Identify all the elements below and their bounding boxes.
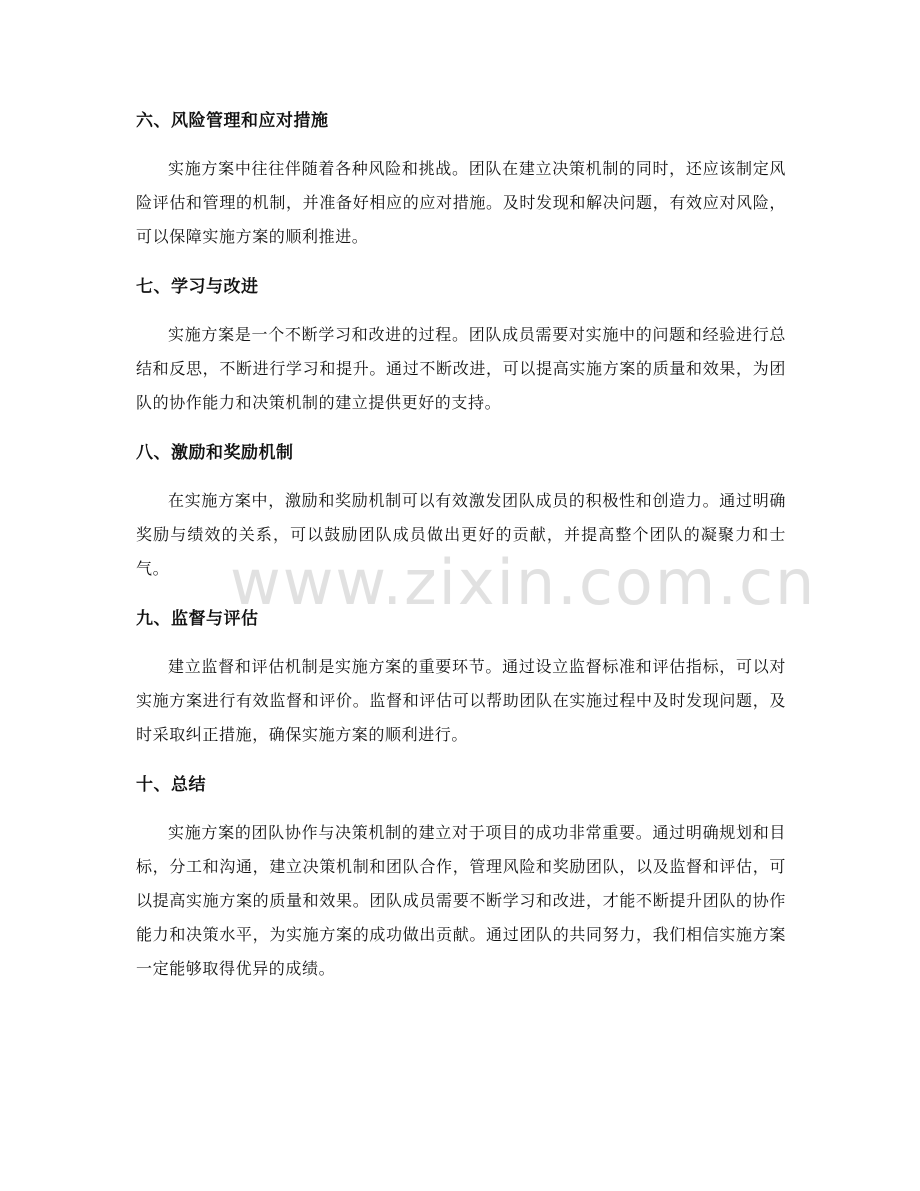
section-incentive-reward: [136, 438, 786, 586]
section-supervision-evaluation: [136, 604, 786, 752]
section-paragraph: 实施方案是一个不断学习和改进的过程。团队成员需要对实施中的问题和经验进行总结和反思，不断进行学习和提升。通过不断改进，可以提高实施方案的质量和效果，为团队的协作能力和决策机制的建立提供更好的支持。: [136, 325, 786, 412]
section-learning-improvement: [136, 272, 786, 420]
watermark: www.zixin.com.cn: [230, 546, 817, 619]
section-title: 十、总结: [136, 775, 206, 795]
section-title: 七、学习与改进: [136, 277, 259, 297]
section-title: 八、激励和奖励机制: [136, 443, 294, 463]
section-paragraph: 建立监督和评估机制是实施方案的重要环节。通过设立监督标准和评估指标，可以对实施方案进行有效监督和评价。监督和评估可以帮助团队在实施过程中及时发现问题，及时采取纠正措施，确保实施方案的顺利进行。: [136, 657, 786, 744]
section-title: 六、风险管理和应对措施: [136, 111, 329, 131]
section-paragraph: 实施方案中往往伴随着各种风险和挑战。团队在建立决策机制的同时，还应该制定风险评估和管理的机制，并准备好相应的应对措施。及时发现和解决问题，有效应对风险，可以保障实施方案的顺利推进。: [136, 159, 786, 246]
document-content: [136, 106, 817, 1004]
section-title: 九、监督与评估: [136, 609, 259, 629]
section-risk-management: [136, 106, 786, 254]
section-paragraph: 在实施方案中，激励和奖励机制可以有效激发团队成员的积极性和创造力。通过明确奖励与绩效的关系，可以鼓励团队成员做出更好的贡献，并提高整个团队的凝聚力和士气。: [136, 491, 786, 578]
section-summary: [136, 770, 786, 986]
section-paragraph: 实施方案的团队协作与决策机制的建立对于项目的成功非常重要。通过明确规划和目标，分工和沟通，建立决策机制和团队合作，管理风险和奖励团队，以及监督和评估，可以提高实施方案的质量和效果。团队成员需要不断学习和改进，才能不断提升团队的协作能力和决策水平，为实施方案的成功做出贡献。通过团队的共同努力，我们相信实施方案一定能够取得优异的成绩。: [136, 823, 786, 978]
